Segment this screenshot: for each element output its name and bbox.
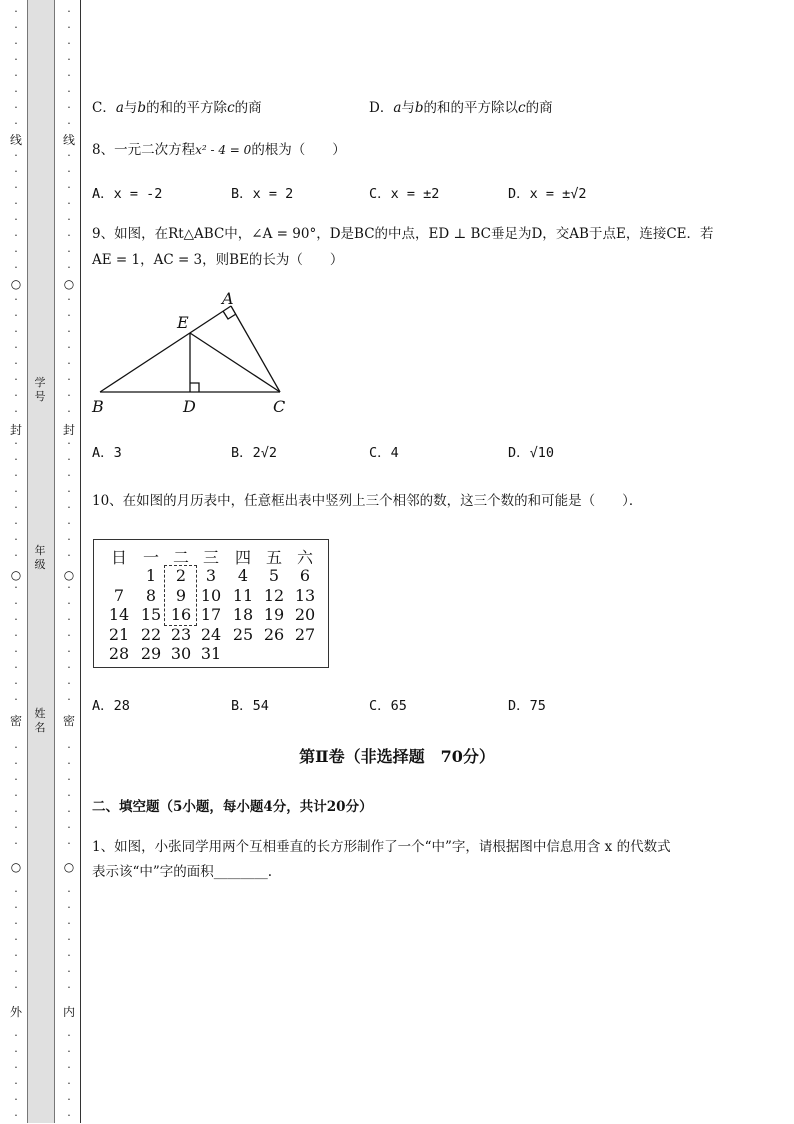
- q8-stem: 8、一元二次方程x² - 4 = 0的根为（ ）: [92, 142, 346, 158]
- right-mark-nei: 内: [62, 1005, 75, 1019]
- calendar-cell: 10: [200, 585, 222, 605]
- q9-option-a: A．3: [92, 445, 122, 461]
- q8-option-d: D．x = ±√2: [508, 186, 587, 202]
- calendar-cell: 30: [170, 644, 192, 663]
- calendar-cell: 29: [140, 644, 162, 663]
- name-field[interactable]: 姓名: [34, 707, 46, 734]
- segment-ba: [100, 306, 231, 392]
- label-b: B: [92, 397, 104, 416]
- q7-option-d: D．a与b的和的平方除以c的商: [369, 100, 553, 116]
- label-c: C: [273, 397, 286, 416]
- calendar-header-cell: 二: [172, 548, 189, 567]
- calendar-cell: 14: [108, 605, 130, 624]
- calendar-cell: 28: [108, 644, 130, 663]
- left-mark-wai: 外: [9, 1005, 22, 1019]
- calendar-table: [93, 539, 329, 668]
- calendar-cell: 7: [113, 585, 125, 605]
- right-mark-circle-1: ○: [63, 277, 75, 291]
- calendar-cell: 9: [175, 585, 187, 605]
- q9-option-c: C．4: [369, 445, 399, 461]
- q9-triangle-figure: [90, 286, 300, 418]
- right-mark-feng: 封: [62, 423, 75, 437]
- left-mark-feng: 封: [9, 423, 22, 437]
- right-mark-circle-3: ○: [63, 860, 75, 874]
- calendar-header-cell: 四: [234, 548, 251, 567]
- segment-ec: [190, 333, 280, 392]
- calendar-cell: 26: [263, 624, 285, 644]
- student-id-field[interactable]: 学号: [34, 376, 46, 403]
- segment-ac: [231, 306, 280, 392]
- calendar-header-cell: 一: [142, 548, 159, 567]
- calendar-cell: 13: [294, 585, 316, 605]
- calendar-cell: 4: [237, 566, 249, 585]
- calendar-header-cell: 六: [296, 548, 313, 567]
- right-mark-xian: 线: [62, 133, 75, 147]
- calendar-cell: 12: [263, 585, 285, 605]
- right-mark-mi: 密: [62, 714, 75, 728]
- left-mark-xian: 线: [9, 133, 22, 147]
- q9-option-d: D．√10: [508, 445, 555, 461]
- q10-option-a: A．28: [92, 698, 130, 714]
- calendar-cell: 16: [170, 605, 192, 624]
- q8-option-c: C．x = ±2: [369, 186, 440, 202]
- calendar-header-cell: 三: [202, 548, 219, 567]
- fill-q1-line2: 表示该“中”字的面积________.: [92, 864, 273, 880]
- q10-stem: 10、在如图的月历表中，任意框出表中竖列上三个相邻的数，这三个数的和可能是（ ）．: [92, 493, 643, 509]
- q10-option-c: C．65: [369, 698, 407, 714]
- q9-stem-line2: AE = 1，AC = 3，则BE的长为（ ）: [92, 252, 344, 268]
- left-mark-circle-2: ○: [10, 568, 22, 582]
- calendar-cell: 31: [200, 644, 222, 663]
- label-d: D: [183, 397, 196, 416]
- binding-line: [80, 0, 81, 1123]
- left-mark-mi: 密: [9, 714, 22, 728]
- calendar-cell: 3: [205, 566, 217, 585]
- calendar-cell: 24: [200, 624, 222, 644]
- calendar-cell: 21: [108, 624, 130, 644]
- calendar-cell: 8: [145, 585, 157, 605]
- left-mark-circle-3: ○: [10, 860, 22, 874]
- calendar-cell: 19: [263, 605, 285, 624]
- calendar-cell: 6: [299, 566, 311, 585]
- label-a: A: [222, 289, 234, 308]
- calendar-cell: 5: [268, 566, 280, 585]
- calendar-cell: 2: [175, 566, 187, 585]
- calendar-cell: 27: [294, 624, 316, 644]
- grade-field[interactable]: 年级: [34, 544, 46, 571]
- q10-option-b: B．54: [231, 698, 269, 714]
- right-angle-d: [190, 383, 199, 392]
- calendar-cell: 20: [294, 605, 316, 624]
- calendar-cell: 25: [232, 624, 254, 644]
- q9-stem-line1: 9、如图，在Rt△ABC中，∠A = 90°，D是BC的中点，ED ⊥ BC垂足为D，交AB于点E，连接CE．若: [92, 226, 714, 242]
- part2-title: 第Ⅱ卷（非选择题 70分）: [299, 747, 495, 766]
- calendar-cell: 15: [140, 605, 162, 624]
- calendar-header-cell: 日: [110, 548, 127, 567]
- calendar-cell: 17: [200, 605, 222, 624]
- calendar-cell: 1: [145, 566, 157, 585]
- calendar-cell: 23: [170, 624, 192, 644]
- label-e: E: [177, 313, 189, 332]
- q8-option-b: B．x = 2: [231, 186, 294, 202]
- q8-option-a: A．x = -2: [92, 186, 163, 202]
- right-mark-circle-2: ○: [63, 568, 75, 582]
- left-mark-circle-1: ○: [10, 277, 22, 291]
- q10-option-d: D．75: [508, 698, 546, 714]
- calendar-selection-box: [164, 565, 197, 626]
- q7-option-c: C．a与b的和的平方除c的商: [92, 100, 262, 116]
- calendar-header-cell: 五: [265, 548, 282, 567]
- q9-option-b: B．2√2: [231, 445, 278, 461]
- fill-in-section-heading: 二、填空题（5小题，每小题4分，共计20分）: [92, 799, 373, 815]
- fill-q1-line1: 1、如图，小张同学用两个互相垂直的长方形制作了一个“中”字，请根据图中信息用含 x 的代数式: [92, 839, 671, 855]
- calendar-cell: 22: [140, 624, 162, 644]
- calendar-cell: 18: [232, 605, 254, 624]
- calendar-cell: 11: [232, 585, 254, 605]
